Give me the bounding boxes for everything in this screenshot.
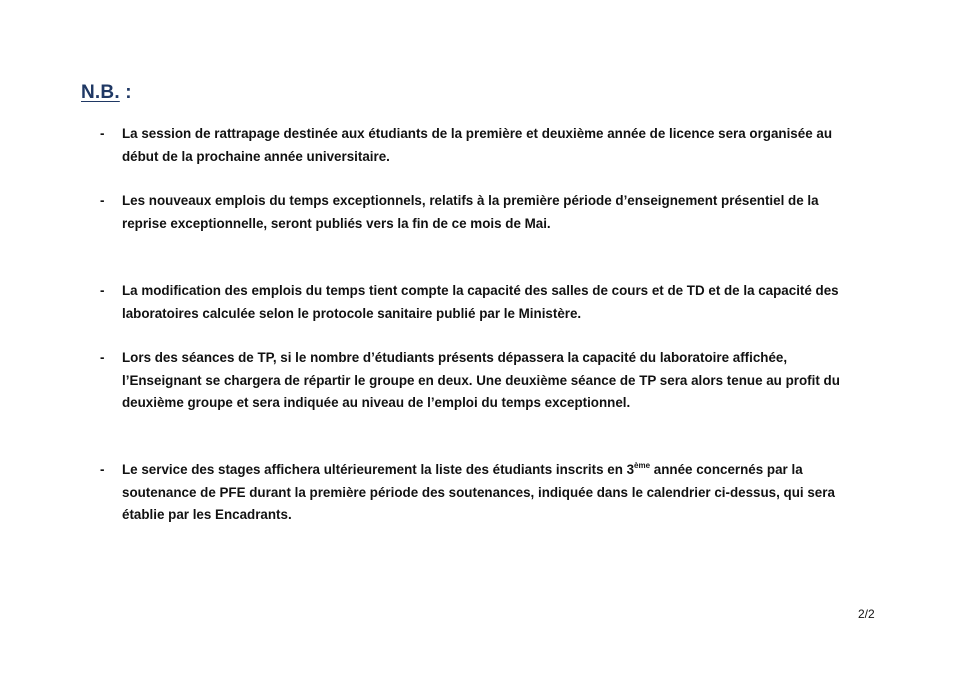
- list-item-line: Les nouveaux emplois du temps exceptionnels, relatifs à la première période d’enseignement présentiel de la: [122, 193, 819, 208]
- list-item-line: La session de rattrapage destinée aux étudiants de la première et deuxième année de licence sera organisée au: [122, 126, 832, 141]
- list-item-text: [122, 347, 882, 415]
- list-item-text: [122, 190, 882, 235]
- nb-heading-label: N.B.: [81, 82, 120, 103]
- list-bullet-dash: -: [100, 462, 105, 477]
- ordinal-superscript: ème: [634, 461, 651, 470]
- list-item-line: l’Enseignant se chargera de répartir le groupe en deux. Une deuxième séance de TP sera alors tenue au profit du: [122, 372, 840, 388]
- list-item-line: Lors des séances de TP, si le nombre d’étudiants présents dépassera la capacité du laboratoire affichée,: [122, 350, 788, 365]
- list-bullet-dash: -: [100, 193, 105, 208]
- list-bullet-dash: -: [100, 350, 105, 365]
- list-item-line-part: Le service des stages affichera ultérieurement la liste des étudiants inscrits en 3: [122, 462, 635, 477]
- list-item-text: [122, 123, 882, 168]
- list-item-line: établie par les Encadrants.: [122, 507, 292, 522]
- list-item-line: laboratoires calculée selon le protocole sanitaire publié par le Ministère.: [122, 305, 582, 321]
- list-bullet-dash: -: [100, 126, 105, 141]
- nb-heading-colon: :: [119, 82, 132, 103]
- list-item-text: [122, 280, 882, 325]
- nb-heading: [81, 82, 132, 104]
- list-bullet-dash: -: [100, 283, 105, 298]
- list-item-line: reprise exceptionnelle, seront publiés vers la fin de ce mois de Mai.: [122, 215, 551, 231]
- list-item-line-part: année concernés par la: [650, 462, 803, 477]
- list-item-line: soutenance de PFE durant la première période des soutenances, indiquée dans le calendrier ci-dessus, qui sera: [122, 484, 835, 500]
- list-item-text: [122, 459, 882, 527]
- list-item-line: deuxième groupe et sera indiquée au niveau de l’emploi du temps exceptionnel.: [122, 395, 631, 410]
- list-item-line: La modification des emplois du temps tient compte la capacité des salles de cours et de TD et de la capacité des: [122, 283, 839, 298]
- list-item-line: début de la prochaine année universitaire.: [122, 148, 390, 164]
- list-item-line: [122, 459, 882, 482]
- page-number: 2/2: [858, 607, 875, 621]
